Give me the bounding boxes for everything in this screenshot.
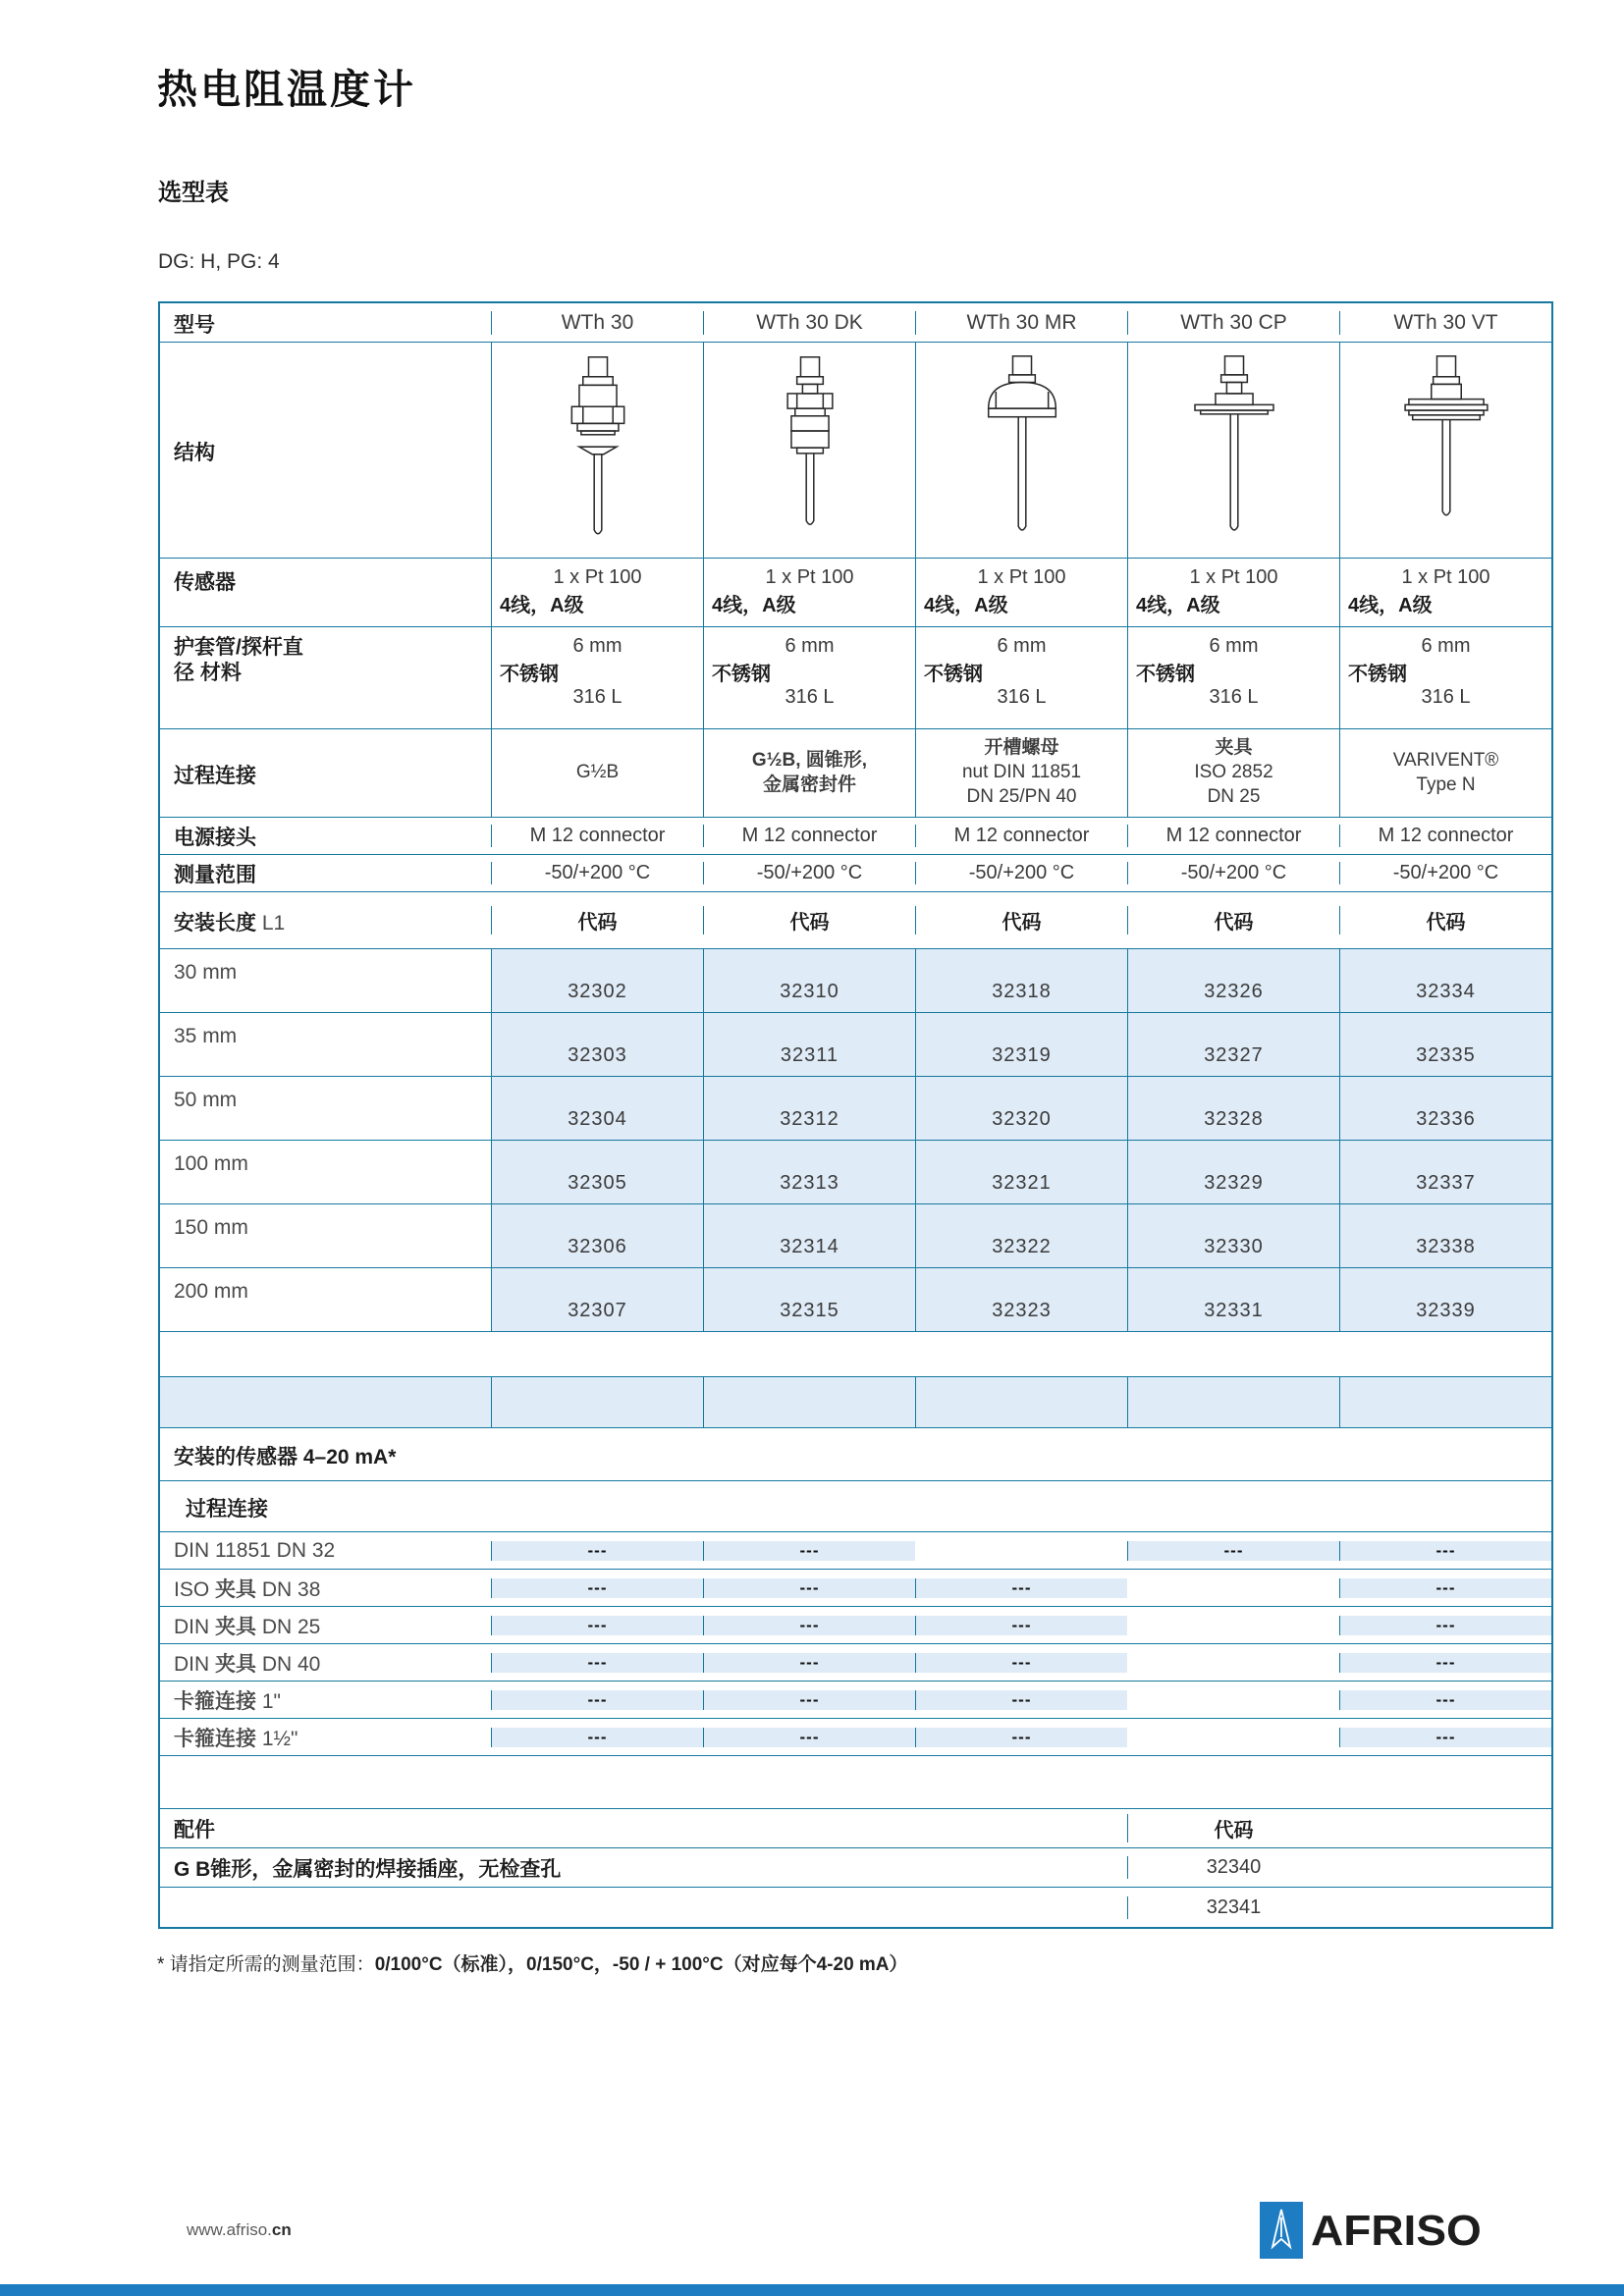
process-value-line3: DN 25/PN 40 <box>966 785 1077 807</box>
process-value-line2: ISO 2852 <box>1194 762 1273 783</box>
website-url <box>187 2220 292 2240</box>
order-code: 32310 <box>703 949 915 1012</box>
sheath-grade: 316 L <box>997 686 1047 708</box>
order-code: 32318 <box>915 949 1127 1012</box>
availability-mark: --- <box>703 1541 915 1561</box>
availability-mark: --- <box>915 1728 1127 1747</box>
website-url-tld: cn <box>271 2220 292 2239</box>
sheath-cell-4 <box>1127 627 1339 728</box>
option-label <box>160 1539 491 1563</box>
order-code: 32306 <box>491 1204 703 1267</box>
availability-mark: --- <box>915 1578 1127 1598</box>
length-row-100mm <box>160 1141 1551 1204</box>
availability-mark: --- <box>703 1616 915 1635</box>
range-cell: -50/+200 °C <box>1127 862 1339 884</box>
sheath-grade: 316 L <box>572 686 623 708</box>
availability-mark: --- <box>915 1653 1127 1673</box>
length-label-suffix: L1 <box>256 911 286 934</box>
empty-cell <box>703 1377 915 1427</box>
order-code: 32323 <box>915 1268 1127 1331</box>
option-label-cjk: 夹具 <box>215 1577 257 1601</box>
sensor-type: 1 x Pt 100 <box>765 566 854 588</box>
order-code: 32329 <box>1127 1141 1339 1203</box>
code-header-cell: 代码 <box>1339 906 1551 934</box>
option-label-post: 1½" <box>256 1727 298 1750</box>
order-code: 32337 <box>1339 1141 1551 1203</box>
sensor-wiring: 4线，A级 <box>924 595 1008 616</box>
footer-accent-bar <box>0 2284 1624 2296</box>
order-code: 32307 <box>491 1268 703 1331</box>
availability-mark: --- <box>703 1578 915 1598</box>
sheath-diameter: 6 mm <box>1209 635 1259 657</box>
order-code: 32321 <box>915 1141 1127 1203</box>
process-subheader-label: 过程连接 <box>186 1497 268 1521</box>
availability-mark: --- <box>1339 1616 1551 1635</box>
blue-empty-row <box>160 1377 1551 1428</box>
accessory-row-weld-socket <box>160 1848 1551 1888</box>
installed-sensor-row <box>160 1428 1551 1481</box>
empty-cell <box>915 1377 1127 1427</box>
length-header-row <box>160 892 1551 949</box>
code-header-cell: 代码 <box>915 906 1127 934</box>
sensor-cell-4 <box>1127 559 1339 626</box>
structure-cell-wth30 <box>491 343 703 558</box>
sensor-type: 1 x Pt 100 <box>553 566 642 588</box>
power-cell: M 12 connector <box>1127 825 1339 847</box>
availability-mark: --- <box>915 1616 1127 1635</box>
availability-mark: --- <box>703 1653 915 1673</box>
footnote-values: 0/100°C（标准），0/150°C，-50 / + 100°C（对应每个4-20 mA） <box>374 1954 908 1975</box>
sheath-label-line1: 护套管/探杆直 <box>174 636 303 659</box>
option-label-post: 1" <box>256 1689 281 1713</box>
sheath-diameter: 6 mm <box>1421 635 1471 657</box>
option-row-din11851-dn32 <box>160 1532 1551 1570</box>
accessories-code-header: 代码 <box>1127 1814 1339 1842</box>
range-label: 测量范围 <box>174 863 256 886</box>
process-cell-wth30vt <box>1339 729 1551 817</box>
option-label-pre: DIN 11851 DN 32 <box>174 1538 336 1562</box>
power-label: 电源接头 <box>174 826 256 849</box>
afriso-logo-icon <box>1260 2202 1303 2259</box>
availability-mark: --- <box>1339 1728 1551 1747</box>
process-value-line1: VARIVENT® <box>1392 749 1499 771</box>
order-code: 32328 <box>1127 1077 1339 1140</box>
sheath-grade: 316 L <box>1209 686 1259 708</box>
order-code: 32319 <box>915 1013 1127 1076</box>
length-value: 50 mm <box>174 1089 238 1111</box>
range-row <box>160 855 1551 892</box>
process-value-line1: 夹具 <box>1215 737 1253 759</box>
accessories-header-row <box>160 1809 1551 1848</box>
power-row <box>160 818 1551 855</box>
option-label <box>160 1685 491 1715</box>
length-header-label <box>160 899 491 942</box>
option-label-pre: DIN <box>174 1615 215 1638</box>
process-cell-wth30cp <box>1127 729 1339 817</box>
power-cell: M 12 connector <box>915 825 1127 847</box>
length-value: 100 mm <box>174 1152 248 1175</box>
process-label: 过程连接 <box>174 764 256 787</box>
order-code: 32313 <box>703 1141 915 1203</box>
order-code: 32311 <box>703 1013 915 1076</box>
length-row-35mm <box>160 1013 1551 1077</box>
process-cell-wth30mr <box>915 729 1127 817</box>
code-header-cell: 代码 <box>703 906 915 934</box>
order-code: 32302 <box>491 949 703 1012</box>
sheath-diameter: 6 mm <box>785 635 835 657</box>
order-code: 32340 <box>1127 1856 1339 1879</box>
order-code: 32331 <box>1127 1268 1339 1331</box>
process-cell-wth30dk <box>703 729 915 817</box>
sensor-cell-5 <box>1339 559 1551 626</box>
sheath-material: 不锈钢 <box>1136 664 1195 685</box>
footnote-prefix: * 请指定所需的测量范围： <box>157 1954 375 1975</box>
sheath-material: 不锈钢 <box>924 664 983 685</box>
sensor-type: 1 x Pt 100 <box>1189 566 1278 588</box>
option-label-post: DN 40 <box>256 1652 321 1676</box>
sheath-label <box>160 627 491 728</box>
order-code: 32327 <box>1127 1013 1339 1076</box>
option-label-post: DN 25 <box>256 1615 321 1638</box>
sensor-type: 1 x Pt 100 <box>977 566 1066 588</box>
sensor-cell-3 <box>915 559 1127 626</box>
sensor-wiring: 4线，A级 <box>1348 595 1433 616</box>
sheath-diameter: 6 mm <box>572 635 623 657</box>
sensor-cell-1 <box>491 559 703 626</box>
availability-mark: --- <box>491 1578 703 1598</box>
empty-cell <box>1127 1377 1339 1427</box>
sheath-cell-2 <box>703 627 915 728</box>
power-cell: M 12 connector <box>703 825 915 847</box>
probe-drawing-wth30dk-icon <box>751 352 869 549</box>
order-code: 32339 <box>1339 1268 1551 1331</box>
sensor-wiring: 4线，A级 <box>500 595 584 616</box>
availability-mark: --- <box>491 1690 703 1710</box>
model-header-row <box>160 303 1551 343</box>
sheath-cell-5 <box>1339 627 1551 728</box>
spacer-row <box>160 1332 1551 1377</box>
availability-mark: --- <box>703 1728 915 1747</box>
structure-row <box>160 343 1551 559</box>
sheath-material: 不锈钢 <box>500 664 559 685</box>
process-cell-wth30 <box>491 729 703 817</box>
process-value-line2: nut DIN 11851 <box>961 762 1082 783</box>
order-code: 32336 <box>1339 1077 1551 1140</box>
spacer-row <box>160 1756 1551 1809</box>
availability-mark: --- <box>491 1728 703 1747</box>
order-code: 32326 <box>1127 949 1339 1012</box>
option-label-cjk: 夹具 <box>215 1652 256 1676</box>
option-label-pre: ISO <box>174 1577 216 1601</box>
structure-label: 结构 <box>174 441 215 464</box>
availability-mark: --- <box>491 1616 703 1635</box>
sensor-wiring: 4线，A级 <box>1136 595 1220 616</box>
footnote <box>157 1949 908 1976</box>
empty-cell <box>160 1377 491 1427</box>
power-cell: M 12 connector <box>491 825 703 847</box>
order-code: 32334 <box>1339 949 1551 1012</box>
sheath-material: 不锈钢 <box>712 664 771 685</box>
process-value-line2: Type N <box>1416 774 1476 795</box>
order-code: 32304 <box>491 1077 703 1140</box>
order-code: 32305 <box>491 1141 703 1203</box>
sheath-grade: 316 L <box>1421 686 1471 708</box>
probe-drawing-wth30vt-icon <box>1387 352 1505 549</box>
order-code: 32322 <box>915 1204 1127 1267</box>
sheath-label-line2: 径 材料 <box>174 662 242 685</box>
process-value-line1: G½B, 圆锥形, <box>751 749 868 771</box>
availability-mark: --- <box>491 1653 703 1673</box>
availability-mark: --- <box>1339 1541 1551 1561</box>
availability-mark: --- <box>915 1690 1127 1710</box>
option-label-post: DN 38 <box>256 1577 321 1601</box>
code-header-cell: 代码 <box>1127 906 1339 934</box>
sheath-grade: 316 L <box>785 686 835 708</box>
option-label-cjk: 卡箍连接 <box>174 1727 256 1750</box>
probe-drawing-wth30-icon <box>539 352 657 549</box>
range-cell: -50/+200 °C <box>1339 862 1551 884</box>
order-code: 32312 <box>703 1077 915 1140</box>
option-label <box>160 1574 491 1603</box>
availability-mark: --- <box>1127 1541 1339 1561</box>
option-label-cjk: 卡箍连接 <box>174 1689 256 1713</box>
availability-mark: --- <box>703 1690 915 1710</box>
sheath-cell-3 <box>915 627 1127 728</box>
structure-cell-wth30mr <box>915 343 1127 558</box>
sensor-cell-2 <box>703 559 915 626</box>
option-label <box>160 1648 491 1678</box>
model-header-label: 型号 <box>174 313 215 337</box>
page-title: 热电阻温度计 <box>157 67 416 112</box>
option-row-din-clamp-dn40 <box>160 1644 1551 1682</box>
model-wth30cp: WTh 30 CP <box>1127 311 1339 335</box>
sensor-label: 传感器 <box>174 571 236 594</box>
order-code: 32330 <box>1127 1204 1339 1267</box>
order-code: 32341 <box>1127 1896 1339 1919</box>
order-code: 32335 <box>1339 1013 1551 1076</box>
process-value-line3: DN 25 <box>1207 785 1261 807</box>
option-row-din-clamp-dn25 <box>160 1607 1551 1644</box>
model-wth30: WTh 30 <box>491 311 703 335</box>
sensor-row <box>160 559 1551 627</box>
order-code: 32320 <box>915 1077 1127 1140</box>
structure-cell-wth30dk <box>703 343 915 558</box>
sensor-type: 1 x Pt 100 <box>1401 566 1490 588</box>
availability-mark: --- <box>1339 1690 1551 1710</box>
doc-code: DG: H, PG: 4 <box>158 250 280 273</box>
length-label-cjk: 安装长度 <box>174 911 256 934</box>
length-row-150mm <box>160 1204 1551 1268</box>
website-url-pre: www.afriso. <box>187 2220 272 2239</box>
length-value: 30 mm <box>174 961 238 984</box>
brand-name: AFRISO <box>1311 2206 1482 2255</box>
process-value-line2: 金属密封件 <box>762 774 856 795</box>
order-code: 32303 <box>491 1013 703 1076</box>
length-value: 35 mm <box>174 1025 238 1047</box>
range-cell: -50/+200 °C <box>703 862 915 884</box>
model-wth30vt: WTh 30 VT <box>1339 311 1551 335</box>
empty-cell <box>1339 1377 1551 1427</box>
availability-mark: --- <box>1339 1653 1551 1673</box>
empty-cell <box>491 1377 703 1427</box>
sensor-wiring: 4线，A级 <box>712 595 796 616</box>
sheath-cell-1 <box>491 627 703 728</box>
process-value-line1: 开槽螺母 <box>984 737 1059 759</box>
process-value: G½B <box>575 762 620 783</box>
order-code: 32315 <box>703 1268 915 1331</box>
structure-cell-wth30cp <box>1127 343 1339 558</box>
installed-sensor-label: 安装的传感器 4–20 mA* <box>174 1445 397 1468</box>
probe-drawing-wth30cp-icon <box>1175 352 1293 549</box>
accessory-row-2 <box>160 1888 1551 1927</box>
length-row-50mm <box>160 1077 1551 1141</box>
structure-cell-wth30vt <box>1339 343 1551 558</box>
model-wth30dk: WTh 30 DK <box>703 311 915 335</box>
code-header-cell: 代码 <box>491 906 703 934</box>
order-code: 32338 <box>1339 1204 1551 1267</box>
model-wth30mr: WTh 30 MR <box>915 311 1127 335</box>
power-cell: M 12 connector <box>1339 825 1551 847</box>
length-row-30mm <box>160 949 1551 1013</box>
option-label-pre: DIN <box>174 1652 215 1676</box>
option-label-cjk: 夹具 <box>215 1615 256 1638</box>
option-row-iso-clamp-dn38 <box>160 1570 1551 1607</box>
option-label <box>160 1723 491 1752</box>
option-row-clamp-1-5in <box>160 1719 1551 1756</box>
page-subtitle: 选型表 <box>158 180 229 206</box>
accessory-description: G B锥形，金属密封的焊接插座，无检查孔 <box>174 1857 562 1881</box>
probe-drawing-wth30mr-icon <box>963 352 1081 549</box>
length-value: 150 mm <box>174 1216 248 1239</box>
sheath-diameter: 6 mm <box>997 635 1047 657</box>
availability-mark: --- <box>491 1541 703 1561</box>
availability-mark: --- <box>1339 1578 1551 1598</box>
process-subheader-row <box>160 1481 1551 1532</box>
order-code: 32314 <box>703 1204 915 1267</box>
option-label <box>160 1611 491 1640</box>
process-row <box>160 729 1551 818</box>
selection-table <box>158 301 1553 1929</box>
option-row-clamp-1in <box>160 1682 1551 1719</box>
sheath-material: 不锈钢 <box>1348 664 1407 685</box>
range-cell: -50/+200 °C <box>915 862 1127 884</box>
brand-logo <box>1260 2202 1482 2259</box>
accessories-label: 配件 <box>174 1818 215 1842</box>
length-row-200mm <box>160 1268 1551 1332</box>
range-cell: -50/+200 °C <box>491 862 703 884</box>
length-value: 200 mm <box>174 1280 248 1303</box>
sheath-row <box>160 627 1551 729</box>
